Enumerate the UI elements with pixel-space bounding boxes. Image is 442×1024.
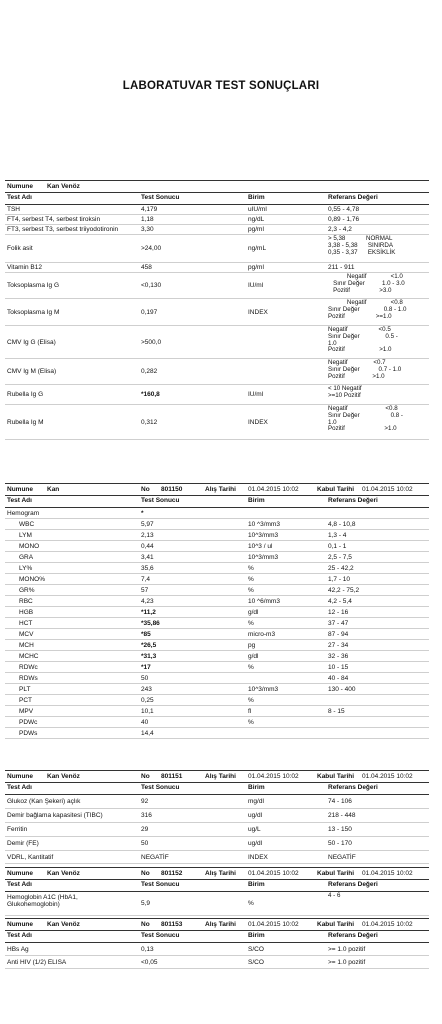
header-reference: Referans Değeri bbox=[328, 784, 378, 791]
test-unit: ug/dl bbox=[248, 812, 263, 819]
reference-range: 50 - 170 bbox=[328, 840, 352, 847]
header-test-name: Test Adı bbox=[7, 784, 32, 791]
test-result: 50 bbox=[141, 840, 149, 847]
reference-range: 1,3 - 4 bbox=[328, 531, 347, 539]
test-result: 2,13 bbox=[141, 531, 154, 539]
table-row bbox=[5, 837, 429, 851]
test-unit: 10 ^3/mm3 bbox=[248, 520, 280, 528]
collect-date: 01.04.2015 10:02 bbox=[248, 486, 299, 493]
header-reference: Referans Değeri bbox=[328, 497, 378, 504]
test-unit: % bbox=[248, 663, 254, 671]
accept-date-label: Kabul Tarihi bbox=[317, 921, 355, 928]
test-name: Rubella Ig M bbox=[7, 418, 44, 426]
reference-range: Negatif <0.8 Sınır Değer 0.8 - 1.0 Pozitif >=1.0 bbox=[328, 299, 407, 320]
table-row bbox=[5, 519, 429, 530]
test-unit: 10^3/mm3 bbox=[248, 685, 279, 693]
reference-range: 4,2 - 5,4 bbox=[328, 597, 352, 605]
test-name: HGB bbox=[19, 608, 34, 616]
header-result: Test Sonucu bbox=[141, 194, 180, 201]
accept-date: 01.04.2015 10:02 bbox=[362, 773, 413, 780]
test-result: 1,18 bbox=[141, 216, 154, 223]
test-result: <0,05 bbox=[141, 958, 158, 966]
test-unit: ng/dL bbox=[248, 216, 265, 223]
table-row bbox=[5, 541, 429, 552]
test-name: HBs Ag bbox=[7, 945, 29, 953]
sample-type: Kan bbox=[47, 486, 60, 493]
test-unit: pg bbox=[248, 641, 256, 649]
test-result: NEGATİF bbox=[141, 853, 169, 861]
test-unit: % bbox=[248, 696, 254, 704]
test-unit: % bbox=[248, 718, 254, 726]
reference-range: 32 - 36 bbox=[328, 652, 349, 660]
reference-range: 130 - 400 bbox=[328, 685, 356, 693]
header-test-name: Test Adı bbox=[7, 497, 32, 504]
header-result: Test Sonucu bbox=[141, 881, 180, 888]
test-name: MCV bbox=[19, 630, 34, 638]
test-unit: % bbox=[248, 575, 254, 583]
sample-label: Numune bbox=[7, 183, 33, 190]
reference-range: 74 - 106 bbox=[328, 798, 352, 805]
table-row bbox=[5, 596, 429, 607]
test-unit: INDEX bbox=[248, 418, 268, 426]
table-row bbox=[5, 273, 429, 299]
reference-range: Negatif <0.5 Sınır Değer 0.5 - 1.0 Pozitif >1.0 bbox=[328, 326, 398, 354]
sample-no-label: No bbox=[141, 921, 150, 928]
test-result: 50 bbox=[141, 674, 149, 682]
table-row bbox=[5, 728, 429, 739]
table-row bbox=[5, 552, 429, 563]
test-unit: INDEX bbox=[248, 853, 268, 861]
test-result: 0,312 bbox=[141, 418, 158, 426]
column-header bbox=[5, 879, 429, 892]
reference-range: 2,3 - 4,2 bbox=[328, 226, 352, 233]
test-result: >24,00 bbox=[141, 245, 162, 252]
reference-range: 4 - 6 bbox=[328, 892, 341, 899]
collect-date-label: Alış Tarihi bbox=[205, 921, 236, 928]
test-unit: S/CO bbox=[248, 945, 264, 953]
table-row bbox=[5, 225, 429, 235]
sample-no-label: No bbox=[141, 773, 150, 780]
reference-range: 0,1 - 1 bbox=[328, 542, 347, 550]
column-header-row bbox=[5, 495, 429, 508]
test-name: HCT bbox=[19, 619, 33, 627]
table-row bbox=[5, 299, 429, 326]
test-name: LYM bbox=[19, 531, 32, 539]
test-name: RBC bbox=[19, 597, 33, 605]
sample-type: Kan Venöz bbox=[47, 183, 80, 190]
test-result: 3,30 bbox=[141, 226, 154, 233]
test-unit: ug/L bbox=[248, 826, 261, 833]
test-name: CMV Ig M (Elisa) bbox=[7, 368, 57, 375]
test-result: 0,25 bbox=[141, 696, 154, 704]
collect-date: 01.04.2015 10:02 bbox=[248, 921, 299, 928]
sample-no-label: No bbox=[141, 486, 150, 493]
test-name: Vitamin B12 bbox=[7, 264, 42, 271]
table-row bbox=[5, 892, 429, 916]
test-unit: pg/ml bbox=[248, 264, 264, 271]
accept-date-label: Kabul Tarihi bbox=[317, 870, 355, 877]
sample-label: Numune bbox=[7, 870, 33, 877]
test-result: 57 bbox=[141, 586, 149, 594]
column-header-row bbox=[5, 930, 429, 943]
test-result: 7,4 bbox=[141, 575, 151, 583]
reference-range: 218 - 448 bbox=[328, 812, 356, 819]
collect-date-label: Alış Tarihi bbox=[205, 870, 236, 877]
test-unit: IU/ml bbox=[248, 282, 264, 289]
table-row bbox=[5, 263, 429, 273]
test-name: MCH bbox=[19, 641, 34, 649]
test-name: Rubella Ig G bbox=[7, 391, 44, 398]
reference-range: Negatif <1.0 Sınır Değer 1.0 - 3.0 Pozitif >3.0 bbox=[333, 273, 405, 294]
test-result: 92 bbox=[141, 798, 149, 805]
test-name: PCT bbox=[19, 696, 32, 704]
table-row bbox=[5, 359, 429, 385]
header-test-name: Test Adı bbox=[7, 194, 32, 201]
test-result: 3,41 bbox=[141, 553, 154, 561]
reference-range: 0,89 - 1,76 bbox=[328, 216, 360, 223]
reference-range: Negatif <0.8 Sınır Değer 0.8 - 1.0 Pozitif >1.0 bbox=[328, 405, 403, 433]
reference-range: 10 - 15 bbox=[328, 663, 349, 671]
test-name: Anti HIV (1/2) ELISA bbox=[7, 958, 67, 966]
header-unit: Birim bbox=[248, 194, 265, 201]
sample-no: 801150 bbox=[161, 486, 183, 493]
test-result: 0,13 bbox=[141, 945, 154, 953]
table-row bbox=[5, 326, 429, 359]
header-result: Test Sonucu bbox=[141, 784, 180, 791]
test-name: CMV Ig G (Elisa) bbox=[7, 338, 56, 346]
table-row bbox=[5, 530, 429, 541]
table-row bbox=[5, 205, 429, 215]
test-result: 0,282 bbox=[141, 368, 158, 375]
test-unit: uIU/ml bbox=[248, 206, 267, 213]
header-result: Test Sonucu bbox=[141, 497, 180, 504]
reference-range: 1,7 - 10 bbox=[328, 575, 351, 583]
test-unit: mg/dl bbox=[248, 798, 264, 805]
test-result: 10,1 bbox=[141, 707, 154, 715]
sample-type: Kan Venöz bbox=[47, 870, 80, 877]
test-result: 14,4 bbox=[141, 729, 154, 737]
header-test-name: Test Adı bbox=[7, 932, 32, 939]
table-row bbox=[5, 795, 429, 809]
test-unit: % bbox=[248, 586, 254, 594]
sample-no: 801151 bbox=[161, 773, 183, 780]
test-result: 35,6 bbox=[141, 564, 154, 572]
table-row bbox=[5, 809, 429, 823]
sample-no-label: No bbox=[141, 870, 150, 877]
test-unit: S/CO bbox=[248, 958, 264, 966]
test-unit: IU/ml bbox=[248, 391, 264, 398]
header-unit: Birim bbox=[248, 784, 265, 791]
test-name: FT4, serbest T4, serbest tiroksin bbox=[7, 216, 101, 223]
reference-range: 8 - 15 bbox=[328, 707, 345, 715]
table-row bbox=[5, 673, 429, 684]
table-row bbox=[5, 717, 429, 728]
table-row bbox=[5, 574, 429, 585]
test-name: Folik asit bbox=[7, 245, 33, 252]
test-name: GR% bbox=[19, 586, 35, 594]
column-header bbox=[5, 192, 429, 205]
table-row bbox=[5, 640, 429, 651]
column-header-row bbox=[5, 192, 429, 205]
reference-range: < 10 Negatif >=10 Pozitif bbox=[328, 385, 362, 399]
test-unit: % bbox=[248, 564, 254, 572]
reference-range: >= 1.0 pozitif bbox=[328, 945, 366, 953]
test-name: RDWs bbox=[19, 674, 38, 682]
table-row bbox=[5, 662, 429, 673]
table-row bbox=[5, 706, 429, 717]
accept-date: 01.04.2015 10:02 bbox=[362, 870, 413, 877]
reference-range: 40 - 84 bbox=[328, 674, 349, 682]
test-unit: ng/mL bbox=[248, 245, 267, 252]
table-row bbox=[5, 585, 429, 596]
header-unit: Birim bbox=[248, 932, 265, 939]
table-row bbox=[5, 607, 429, 618]
test-name: Demir bağlama kapasitesi (TIBC) bbox=[7, 812, 103, 819]
sample-type: Kan Venöz bbox=[47, 773, 80, 780]
header-unit: Birim bbox=[248, 881, 265, 888]
sample-type: Kan Venöz bbox=[47, 921, 80, 928]
test-unit: % bbox=[248, 900, 254, 907]
test-unit: pg/ml bbox=[248, 226, 264, 233]
test-unit: INDEX bbox=[248, 308, 268, 316]
test-name: Glukoz (Kan Şekeri) açlık bbox=[7, 798, 81, 805]
test-name: WBC bbox=[19, 520, 35, 528]
reference-range: 87 - 94 bbox=[328, 630, 349, 638]
test-unit: 10^3/mm3 bbox=[248, 553, 279, 561]
collect-date: 01.04.2015 10:02 bbox=[248, 773, 299, 780]
test-name: Hemoglobin A1C (HbA1, Glukohemoglobin) bbox=[7, 894, 78, 909]
test-result: 243 bbox=[141, 685, 152, 693]
test-name: Toksoplasma Ig M bbox=[7, 308, 60, 316]
test-name: TSH bbox=[7, 206, 20, 213]
reference-range: 4,8 - 10,8 bbox=[328, 520, 356, 528]
sample-label: Numune bbox=[7, 486, 33, 493]
test-unit: % bbox=[248, 619, 254, 627]
test-unit: 10 ^6/mm3 bbox=[248, 597, 280, 605]
table-row bbox=[5, 851, 429, 864]
test-result: *85 bbox=[141, 630, 151, 638]
test-result: 5,97 bbox=[141, 520, 154, 528]
reference-range: 12 - 16 bbox=[328, 608, 349, 616]
test-name: LY% bbox=[19, 564, 33, 572]
test-result: * bbox=[141, 509, 144, 517]
accept-date: 01.04.2015 10:02 bbox=[362, 486, 413, 493]
sample-no: 801152 bbox=[161, 870, 183, 877]
collect-date: 01.04.2015 10:02 bbox=[248, 870, 299, 877]
test-result: 40 bbox=[141, 718, 149, 726]
test-result: >500,0 bbox=[141, 338, 162, 346]
reference-range: 42,2 - 75,2 bbox=[328, 586, 360, 594]
test-result: 29 bbox=[141, 826, 149, 833]
collect-date-label: Alış Tarihi bbox=[205, 486, 236, 493]
reference-range: 0,55 - 4,78 bbox=[328, 206, 360, 213]
test-result: 4,179 bbox=[141, 206, 158, 213]
header-reference: Referans Değeri bbox=[328, 194, 378, 201]
sample-label: Numune bbox=[7, 773, 33, 780]
sample-label: Numune bbox=[7, 921, 33, 928]
column-header bbox=[5, 782, 429, 795]
test-result: 0,44 bbox=[141, 542, 154, 550]
table-row bbox=[5, 651, 429, 662]
test-name: VDRL, Kantitatif bbox=[7, 853, 54, 861]
test-result: *17 bbox=[141, 663, 151, 671]
reference-range: >= 1.0 pozitif bbox=[328, 958, 366, 966]
test-result: 316 bbox=[141, 812, 152, 819]
reference-range: > 5,38 NORMAL 3,38 - 5,38 SINIRDA 0,35 - 3,37 EKSİKLİK bbox=[328, 235, 396, 256]
test-unit: ug/dl bbox=[248, 840, 263, 847]
accept-date-label: Kabul Tarihi bbox=[317, 773, 355, 780]
table-row bbox=[5, 385, 429, 405]
reference-range: 25 - 42,2 bbox=[328, 564, 354, 572]
table-row bbox=[5, 618, 429, 629]
header-unit: Birim bbox=[248, 497, 265, 504]
column-header-row bbox=[5, 879, 429, 892]
table-row bbox=[5, 943, 429, 956]
test-unit: fl bbox=[248, 707, 252, 715]
test-unit: g/dl bbox=[248, 652, 259, 660]
test-name: PLT bbox=[19, 685, 31, 693]
reference-range: 27 - 34 bbox=[328, 641, 349, 649]
test-unit: 10^3 / ul bbox=[248, 542, 273, 550]
table-row bbox=[5, 235, 429, 263]
sample-no: 801153 bbox=[161, 921, 183, 928]
test-name: Toksoplasma Ig G bbox=[7, 282, 60, 289]
reference-range: NEGATİF bbox=[328, 853, 356, 861]
test-name: GRA bbox=[19, 553, 34, 561]
test-name: MPV bbox=[19, 707, 34, 715]
header-reference: Referans Değeri bbox=[328, 932, 378, 939]
table-row bbox=[5, 508, 429, 519]
column-header-row bbox=[5, 782, 429, 795]
reference-range: 13 - 150 bbox=[328, 826, 352, 833]
test-result: 458 bbox=[141, 264, 152, 271]
table-row bbox=[5, 563, 429, 574]
test-name: Ferritin bbox=[7, 826, 28, 833]
table-row bbox=[5, 215, 429, 225]
test-result: *31,3 bbox=[141, 652, 157, 660]
reference-range: 2,5 - 7,5 bbox=[328, 553, 352, 561]
table-row bbox=[5, 956, 429, 969]
header-test-name: Test Adı bbox=[7, 881, 32, 888]
collect-date-label: Alış Tarihi bbox=[205, 773, 236, 780]
header-result: Test Sonucu bbox=[141, 932, 180, 939]
test-result: *160,8 bbox=[141, 391, 160, 398]
column-header bbox=[5, 930, 429, 943]
table-row bbox=[5, 684, 429, 695]
test-result: *35,86 bbox=[141, 619, 160, 627]
accept-date-label: Kabul Tarihi bbox=[317, 486, 355, 493]
report-title: LABORATUVAR TEST SONUÇLARI bbox=[122, 80, 320, 92]
test-name: Demir (FE) bbox=[7, 840, 39, 847]
test-name: Hemogram bbox=[7, 509, 40, 517]
test-unit: 10^3/mm3 bbox=[248, 531, 279, 539]
test-result: 4,23 bbox=[141, 597, 154, 605]
table-row bbox=[5, 405, 429, 440]
test-name: MONO% bbox=[19, 575, 45, 583]
test-unit: micro-m3 bbox=[248, 630, 276, 638]
test-result: <0,130 bbox=[141, 282, 162, 289]
accept-date: 01.04.2015 10:02 bbox=[362, 921, 413, 928]
table-row bbox=[5, 629, 429, 640]
test-name: PDWc bbox=[19, 718, 38, 726]
test-name: MONO bbox=[19, 542, 40, 550]
test-name: FT3, serbest T3, serbest triiyodotironin bbox=[7, 226, 119, 233]
test-name: PDWs bbox=[19, 729, 38, 737]
table-row bbox=[5, 695, 429, 706]
reference-range: 37 - 47 bbox=[328, 619, 349, 627]
test-name: RDWc bbox=[19, 663, 38, 671]
reference-range: 211 - 911 bbox=[328, 264, 355, 271]
column-header bbox=[5, 495, 429, 508]
test-name: MCHC bbox=[19, 652, 39, 660]
test-result: *26,5 bbox=[141, 641, 157, 649]
table-row bbox=[5, 823, 429, 837]
test-result: *11,2 bbox=[141, 608, 156, 616]
test-result: 5,9 bbox=[141, 900, 151, 907]
header-reference: Referans Değeri bbox=[328, 881, 378, 888]
test-result: 0,197 bbox=[141, 308, 158, 316]
test-unit: g/dl bbox=[248, 608, 259, 616]
reference-range: Negatif <0.7 Sınır Değer 0.7 - 1.0 Pozitif >1.0 bbox=[328, 359, 402, 380]
